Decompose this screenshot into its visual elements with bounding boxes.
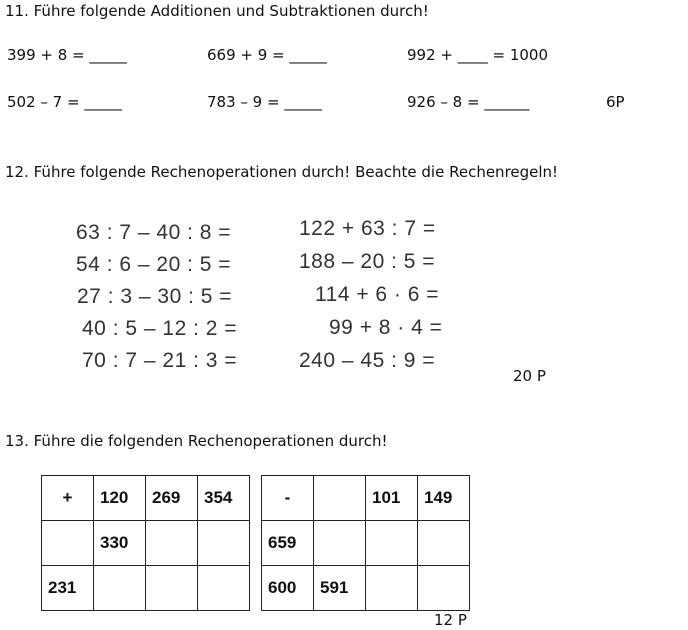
table-row (42, 521, 250, 566)
table-cell: + (42, 476, 94, 521)
subtraction-table (261, 475, 470, 611)
task11-equation: 783 – 9 = _____ (207, 93, 322, 111)
table-cell[interactable] (418, 521, 470, 566)
table-cell: 149 (418, 476, 470, 521)
task12-title: 12. Führe folgende Rechenoperationen durch! Beachte die Rechenregeln! (5, 163, 559, 181)
addition-table (41, 475, 250, 611)
table-cell[interactable] (314, 476, 366, 521)
table-cell[interactable] (42, 521, 94, 566)
table-cell[interactable] (146, 566, 198, 611)
task11-equation: 669 + 9 = _____ (207, 46, 327, 64)
table-cell[interactable] (418, 566, 470, 611)
task13-points: 12 P (434, 611, 467, 629)
table-cell: 269 (146, 476, 198, 521)
task11-title: 11. Führe folgende Additionen und Subtraktionen durch! (5, 2, 429, 20)
table-cell: 101 (366, 476, 418, 521)
task12-left-expression: 54 : 6 – 20 : 5 = (76, 253, 232, 276)
task11-equation: 926 – 8 = ______ (407, 93, 530, 111)
table-cell[interactable] (198, 566, 250, 611)
table-cell: 591 (314, 566, 366, 611)
table-cell[interactable] (94, 566, 146, 611)
task12-left-expression: 63 : 7 – 40 : 8 = (76, 221, 232, 244)
task12-left-expression: 27 : 3 – 30 : 5 = (77, 285, 233, 308)
table-cell[interactable] (314, 521, 366, 566)
table-row (42, 566, 250, 611)
table-cell: 354 (198, 476, 250, 521)
task11-equation: 502 – 7 = _____ (7, 93, 122, 111)
table-row (42, 476, 250, 521)
table-cell[interactable] (366, 521, 418, 566)
table-row (262, 476, 470, 521)
task12-right-expression: 122 + 63 : 7 = (299, 217, 436, 240)
task11-points: 6P (606, 93, 625, 111)
table-cell: 120 (94, 476, 146, 521)
task12-left-expression: 70 : 7 – 21 : 3 = (82, 349, 238, 372)
table-cell: 600 (262, 566, 314, 611)
task12-points: 20 P (513, 367, 546, 385)
table-cell: 231 (42, 566, 94, 611)
task12-left-expression: 40 : 5 – 12 : 2 = (82, 317, 238, 340)
table-cell[interactable] (366, 566, 418, 611)
task12-right-expression: 188 – 20 : 5 = (299, 250, 436, 273)
table-cell[interactable] (146, 521, 198, 566)
task12-right-expression: 99 + 8 · 4 = (329, 316, 443, 339)
task11-equation: 399 + 8 = _____ (7, 46, 127, 64)
table-cell: - (262, 476, 314, 521)
task13-title: 13. Führe die folgenden Rechenoperationen durch! (5, 432, 388, 450)
table-cell: 330 (94, 521, 146, 566)
task12-right-expression: 240 – 45 : 9 = (299, 349, 436, 372)
table-row (262, 521, 470, 566)
task12-right-expression: 114 + 6 · 6 = (315, 283, 440, 306)
task11-equation: 992 + ____ = 1000 (407, 46, 549, 64)
table-row (262, 566, 470, 611)
table-cell: 659 (262, 521, 314, 566)
table-cell[interactable] (198, 521, 250, 566)
